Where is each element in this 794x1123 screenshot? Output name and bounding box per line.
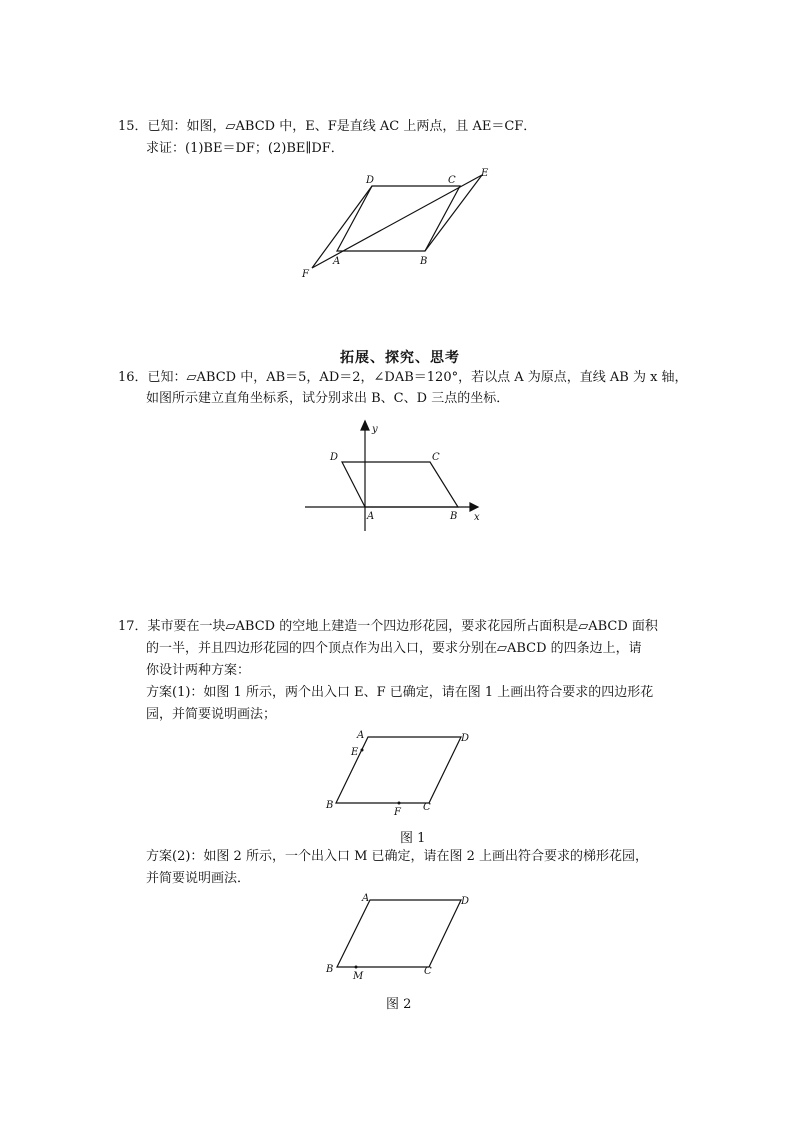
q17-line2: 的一半，并且四边形花园的四个顶点作为出入口，要求分别在▱ABCD 的四条边上，请: [146, 641, 642, 656]
fig2-point-M: [355, 966, 358, 969]
fig2-label-A: A: [362, 893, 370, 904]
q15-label-F: F: [302, 269, 309, 280]
section-heading: 拓展、探究、思考: [340, 350, 460, 366]
q16-label-x: x: [474, 512, 480, 523]
q17-plan1-line1: 方案(1)：如图 1 所示，两个出入口 E、F 已确定，请在图 1 上画出符合要求的四边形花: [146, 685, 654, 700]
fig2-label-C: C: [424, 966, 432, 977]
q16-label-y: y: [372, 424, 378, 435]
q16-label-C: C: [432, 452, 440, 463]
fig2-label-B: B: [326, 964, 334, 975]
fig2-label-D: D: [461, 896, 470, 907]
q15-line1: 15．已知：如图，▱ABCD 中，E、F是直线 AC 上两点，且 AE＝CF．: [118, 119, 537, 134]
q16-line1: 16．已知：▱ABCD 中，AB＝5，AD＝2，∠DAB＝120°，若以点 A 为原点，直线 AB 为 x 轴，: [118, 370, 688, 385]
fig2-parallelogram: [337, 900, 461, 967]
fig1-label-F: F: [394, 807, 401, 818]
q17-plan2-line2: 并简要说明画法．: [146, 871, 251, 886]
q16-label-A: A: [367, 511, 375, 522]
fig1-label-A: A: [357, 730, 365, 741]
fig1-label-E: E: [351, 747, 359, 758]
q15-label-C: C: [448, 175, 456, 186]
q16-label-D: D: [330, 452, 339, 463]
q15-label-A: A: [333, 256, 341, 267]
q16-line2: 如图所示建立直角坐标系，试分别求出 B、C、D 三点的坐标．: [146, 391, 510, 406]
q15-line2: 求证：(1)BE＝DF；(2)BE∥DF．: [146, 141, 344, 156]
q17-line1: 17．某市要在一块▱ABCD 的空地上建造一个四边形花园，要求花园所占面积是▱ABCD 面积: [118, 619, 658, 634]
q16-label-B: B: [450, 511, 458, 522]
q17-plan1-line2: 园，并简要说明画法；: [146, 707, 277, 722]
fig1-caption: 图 1: [400, 831, 426, 846]
fig1-label-C: C: [423, 802, 431, 813]
q15-label-D: D: [366, 175, 375, 186]
fig1-label-D: D: [461, 733, 470, 744]
fig2-caption: 图 2: [386, 997, 412, 1012]
q15-label-B: B: [420, 256, 428, 267]
fig1-label-B: B: [326, 800, 334, 811]
q17-line3: 你设计两种方案：: [146, 663, 251, 678]
q15-label-E: E: [481, 168, 489, 179]
fig2-label-M: M: [353, 971, 364, 982]
q17-plan2-line1: 方案(2)：如图 2 所示，一个出入口 M 已确定，请在图 2 上画出符合要求的梯形花园，: [146, 849, 649, 864]
